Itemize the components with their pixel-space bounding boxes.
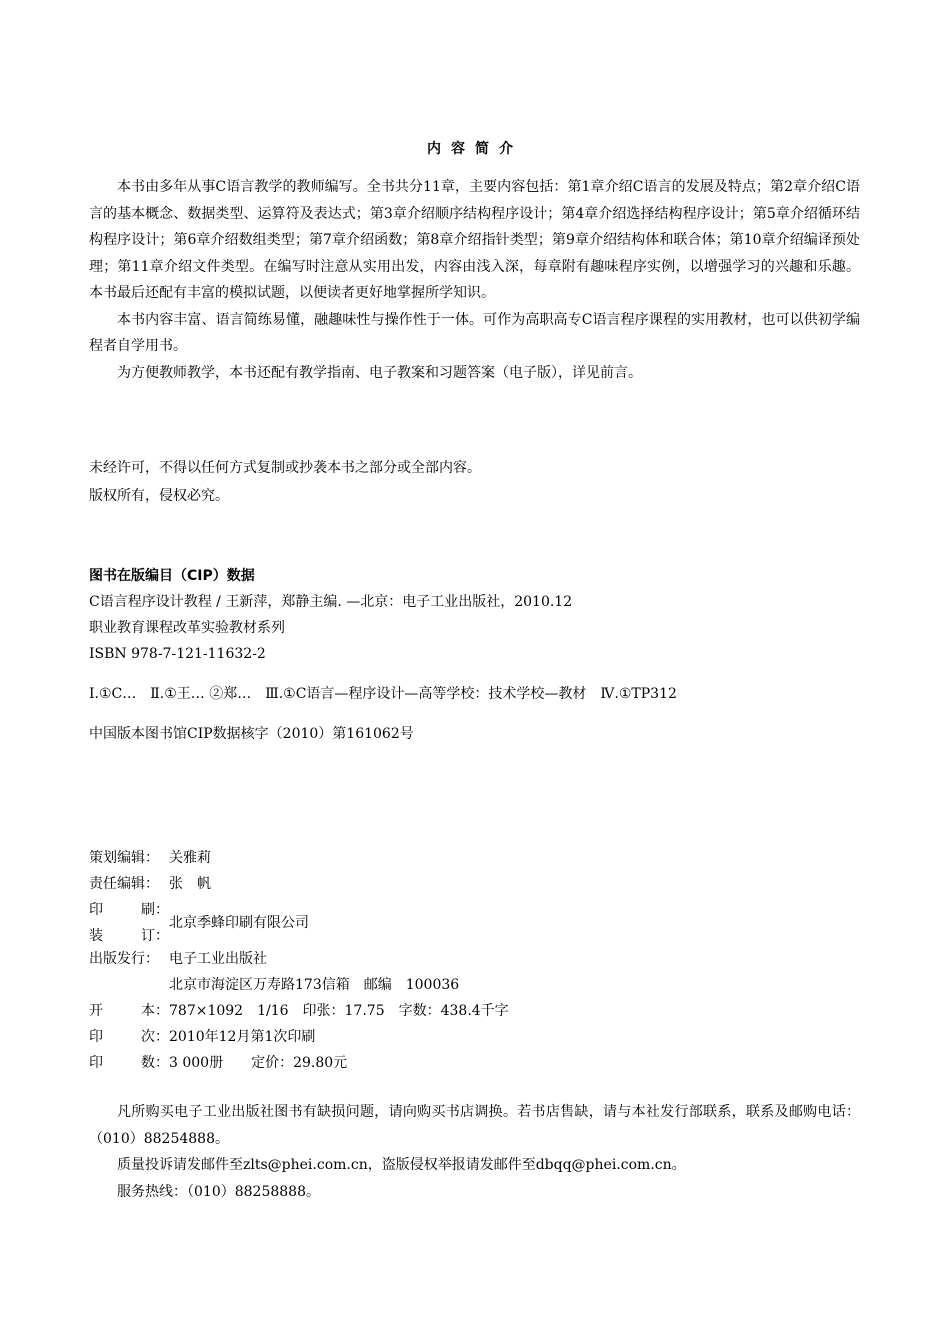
cip-block — [89, 563, 860, 747]
credit-label: 策划编辑： — [89, 850, 159, 866]
credit-value: 3 000册 定价：29.80元 — [169, 1055, 348, 1071]
summary-body — [89, 174, 860, 386]
summary-paragraph: 本书由多年从事C语言教学的教师编写。全书共分11章，主要内容包括：第1章介绍C语言的发展及特点；第2章介绍C语言的基本概念、数据类型、运算符及表达式；第3章介绍顺序结构程序设计；第4章介绍选择结构程序设计；第5章介绍循环结构程序设计；第6章介绍数组类型；第7章介绍函数；第8章介绍指针类型；第9章介绍结构体和联合体；第10章介绍编译预处理；第11章介绍文件类型。在编写时注意从实用出发，内容由浅入深，每章附有趣味程序实例，以增强学习的兴趣和乐趣。本书最后还配有丰富的模拟试题，以便读者更好地掌握所学知识。 — [89, 179, 860, 301]
credit-value: 电子工业出版社 — [169, 951, 267, 967]
cip-title-line: C语言程序设计教程 / 王新萍，郑静主编. —北京：电子工业出版社，2010.12 — [89, 594, 573, 610]
credit-label: 印 刷： — [89, 902, 169, 918]
purchase-notice — [89, 1099, 860, 1205]
credit-label: 出版发行： — [89, 951, 159, 967]
credit-label: 责任编辑： — [89, 876, 159, 892]
credit-value: 北京季蜂印刷有限公司 — [169, 915, 309, 931]
credit-value: 张 帆 — [169, 876, 211, 892]
summary-paragraph: 本书内容丰富、语言简练易懂，融趣味性与操作性于一体。可作为高职高专C语言程序课程的实用教材，也可以供初学编程者自学用书。 — [89, 311, 860, 354]
credit-value: 关雅莉 — [169, 850, 211, 866]
credit-label: 印 数： — [89, 1055, 169, 1071]
credit-value: 北京市海淀区万寿路173信箱 邮编 100036 — [169, 977, 460, 993]
copyright-notice — [89, 455, 860, 509]
cip-classification: Ⅰ.①C… Ⅱ.①王… ②郑… Ⅲ.①C语言—程序设计—高等学校：技术学校—教材 Ⅳ.①TP312 — [89, 686, 677, 702]
credit-value: 787×1092 1/16 印张：17.75 字数：438.4千字 — [169, 1003, 509, 1019]
credit-value: 2010年12月第1次印刷 — [169, 1029, 316, 1045]
credit-label: 装 订： — [89, 928, 169, 944]
notice-paragraph: 质量投诉请发邮件至zlts@phei.com.cn，盗版侵权举报请发邮件至dbqq@phei.com.cn。 — [117, 1157, 686, 1173]
notice-paragraph: 凡所购买电子工业出版社图书有缺损问题，请向购买书店调换。若书店售缺，请与本社发行部联系，联系及邮购电话：（010）88254888。 — [89, 1104, 860, 1147]
summary-paragraph: 为方便教师教学，本书还配有教学指南、电子教案和习题答案（电子版），详见前言。 — [117, 364, 642, 381]
notice-paragraph: 服务热线：（010）88258888。 — [117, 1183, 320, 1200]
copyright-line: 版权所有，侵权必究。 — [89, 488, 229, 504]
cip-heading: 图书在版编目（CIP）数据 — [89, 568, 255, 584]
cip-isbn: ISBN 978-7-121-11632-2 — [89, 646, 266, 662]
credit-label: 开 本： — [89, 1003, 169, 1019]
summary-title: 内容简介 — [427, 141, 523, 157]
credit-label: 印 次： — [89, 1029, 169, 1045]
cip-series: 职业教育课程改革实验教材系列 — [89, 620, 285, 636]
copyright-line: 未经许可，不得以任何方式复制或抄袭本书之部分或全部内容。 — [89, 460, 481, 476]
cip-record: 中国版本图书馆CIP数据核字（2010）第161062号 — [89, 726, 414, 742]
